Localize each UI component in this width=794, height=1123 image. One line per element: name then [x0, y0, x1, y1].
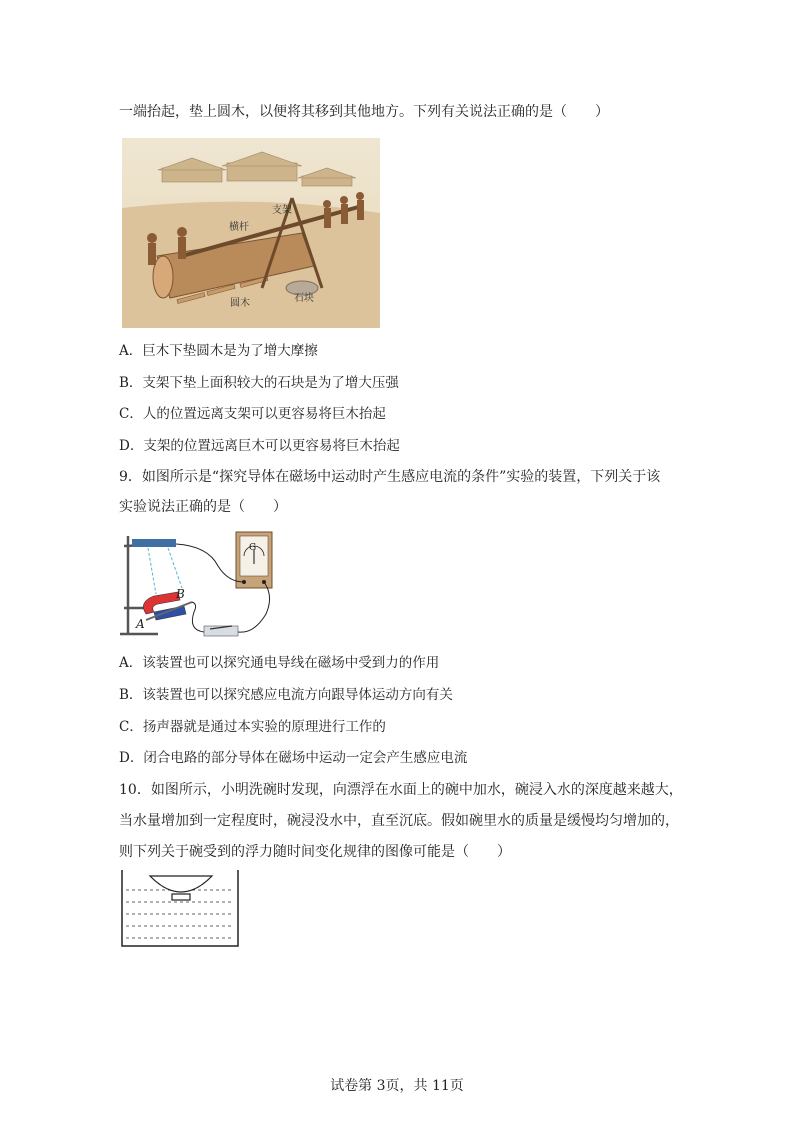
q9-stem-line2: 实验说法正确的是（ ）: [119, 499, 287, 515]
page-footer: 试卷第 3页，共 11页: [330, 1078, 464, 1094]
log-moving-illustration: [122, 138, 380, 328]
q9-option-c: C．扬声器就是通过本实验的原理进行工作的: [119, 719, 386, 735]
galvanometer: [236, 532, 272, 588]
induction-apparatus: [118, 526, 278, 642]
q10-stem-line3: 则下列关于碗受到的浮力随时间变化规律的图像可能是（ ）: [119, 844, 511, 860]
label-shikuai: 石块: [294, 293, 314, 304]
q8-option-b: B．支架下垫上面积较大的石块是为了增大压强: [119, 375, 399, 391]
clamp-bar: [132, 539, 176, 547]
label-henggan: 横杆: [229, 222, 249, 233]
q8-option-a: A．巨木下垫圆木是为了增大摩擦: [119, 343, 318, 359]
q9-stem-line1: 9．如图所示是“探究导体在磁场中运动时产生感应电流的条件”实验的装置，下列关于该: [119, 469, 661, 485]
q8-option-c: C．人的位置远离支架可以更容易将巨木抬起: [119, 406, 386, 422]
label-g: G: [249, 543, 257, 553]
bowl: [150, 876, 212, 900]
q10-stem-line1: 10．如图所示，小明洗碗时发现，向漂浮在水面上的碗中加水，碗浸入水的深度越来越大，: [119, 782, 683, 798]
switch: [204, 626, 238, 636]
q9-option-d: D．闭合电路的部分导体在磁场中运动一定会产生感应电流: [119, 750, 468, 766]
label-zhijia: 支架: [272, 205, 292, 216]
q8-option-d: D．支架的位置远离巨木可以更容易将巨木抬起: [119, 438, 400, 454]
label-a: A: [136, 617, 145, 631]
label-yuanmu: 圆木: [230, 298, 250, 309]
bowl-in-water-figure: [120, 868, 242, 948]
q10-stem-line2: 当水量增加到一定程度时，碗浸没水中，直至沉底。假如碗里水的质量是缓慢均匀增加的，: [119, 813, 679, 829]
q9-option-b: B．该装置也可以探究感应电流方向跟导体运动方向有关: [119, 687, 453, 703]
q8-stem: 一端抬起，垫上圆木，以便将其移到其他地方。下列有关说法正确的是（ ）: [119, 104, 609, 120]
q9-option-a: A．该装置也可以探究通电导线在磁场中受到力的作用: [119, 655, 440, 671]
label-b: B: [176, 587, 185, 601]
